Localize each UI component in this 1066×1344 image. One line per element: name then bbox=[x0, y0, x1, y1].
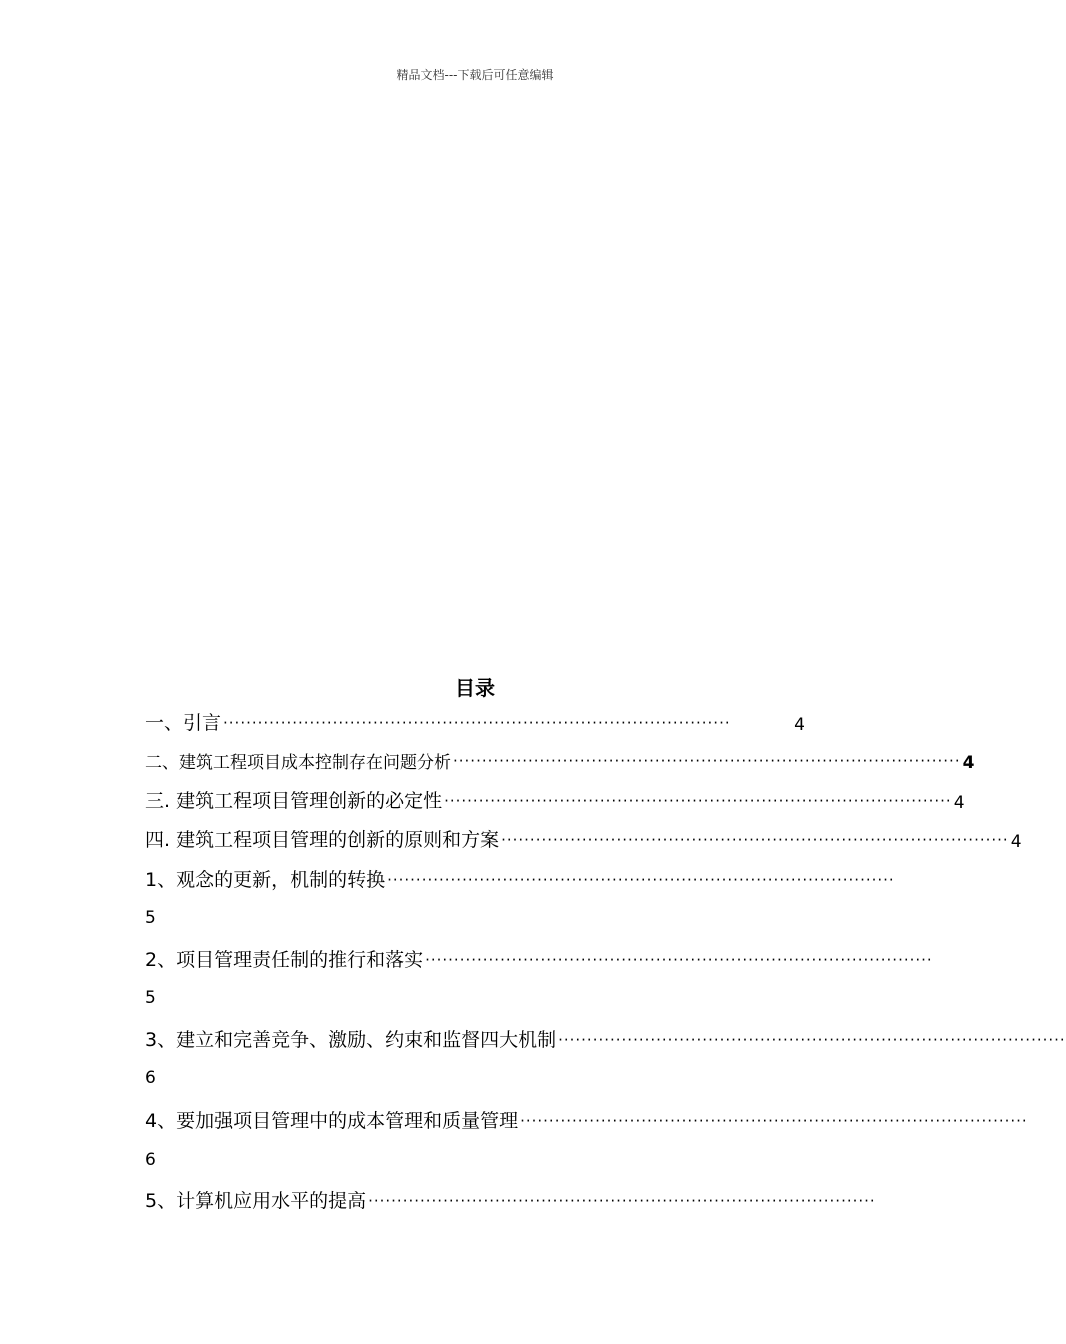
toc-entry-8[interactable] bbox=[145, 1106, 1028, 1133]
toc-entry-page: 5 bbox=[145, 908, 156, 928]
toc-entry-page: 4 bbox=[962, 753, 975, 773]
toc-entry-page: 4 bbox=[1010, 832, 1022, 852]
toc-entry-6[interactable] bbox=[145, 945, 933, 972]
toc-entry-page: 4 bbox=[794, 715, 805, 735]
toc-entry-label: 一、引言 bbox=[145, 712, 222, 734]
toc-entry-1[interactable] bbox=[145, 708, 805, 735]
toc-title: 目录 bbox=[455, 676, 495, 700]
toc-entry-3[interactable] bbox=[145, 786, 965, 813]
toc-leader: ························································································ bbox=[223, 714, 731, 732]
toc-entry-label: 二、建筑工程项目成本控制存在问题分析 bbox=[145, 753, 451, 773]
toc-leader: ························································································ bbox=[444, 792, 952, 810]
toc-entry-4[interactable] bbox=[145, 825, 1022, 852]
toc-leader: ························································································ bbox=[368, 1192, 876, 1210]
toc-entry-page: 5 bbox=[145, 988, 156, 1008]
toc-entry-label: 四. 建筑工程项目管理的创新的原则和方案 bbox=[145, 829, 500, 851]
toc-leader: ························································································ bbox=[425, 951, 933, 969]
toc-entry-label: 三. 建筑工程项目管理创新的必定性 bbox=[145, 790, 443, 812]
toc-entry-label: 4、要加强项目管理中的成本管理和质量管理 bbox=[145, 1110, 519, 1132]
toc-leader: ························································································ bbox=[558, 1031, 1066, 1049]
toc-leader: ························································································ bbox=[520, 1112, 1028, 1130]
toc-entry-5[interactable] bbox=[145, 865, 895, 892]
toc-entry-page: 6 bbox=[145, 1150, 156, 1170]
toc-entry-label: 5、计算机应用水平的提高 bbox=[145, 1190, 367, 1212]
toc-leader: ························································································ bbox=[387, 871, 895, 889]
toc-entry-page: 4 bbox=[953, 793, 965, 813]
toc-entry-7[interactable] bbox=[145, 1025, 1066, 1052]
toc-entry-label: 2、项目管理责任制的推行和落实 bbox=[145, 949, 424, 971]
toc-entry-label: 3、建立和完善竞争、激励、约束和监督四大机制 bbox=[145, 1029, 557, 1051]
toc-entry-9[interactable] bbox=[145, 1186, 876, 1213]
page-header: 精品文档---下载后可任意编辑 bbox=[396, 68, 554, 82]
toc-leader: ························································································ bbox=[453, 752, 961, 770]
toc-entry-2[interactable] bbox=[145, 748, 975, 773]
toc-entry-label: 1、观念的更新，机制的转换 bbox=[145, 869, 386, 891]
toc-leader: ························································································ bbox=[501, 831, 1009, 849]
toc-entry-page: 6 bbox=[145, 1068, 156, 1088]
